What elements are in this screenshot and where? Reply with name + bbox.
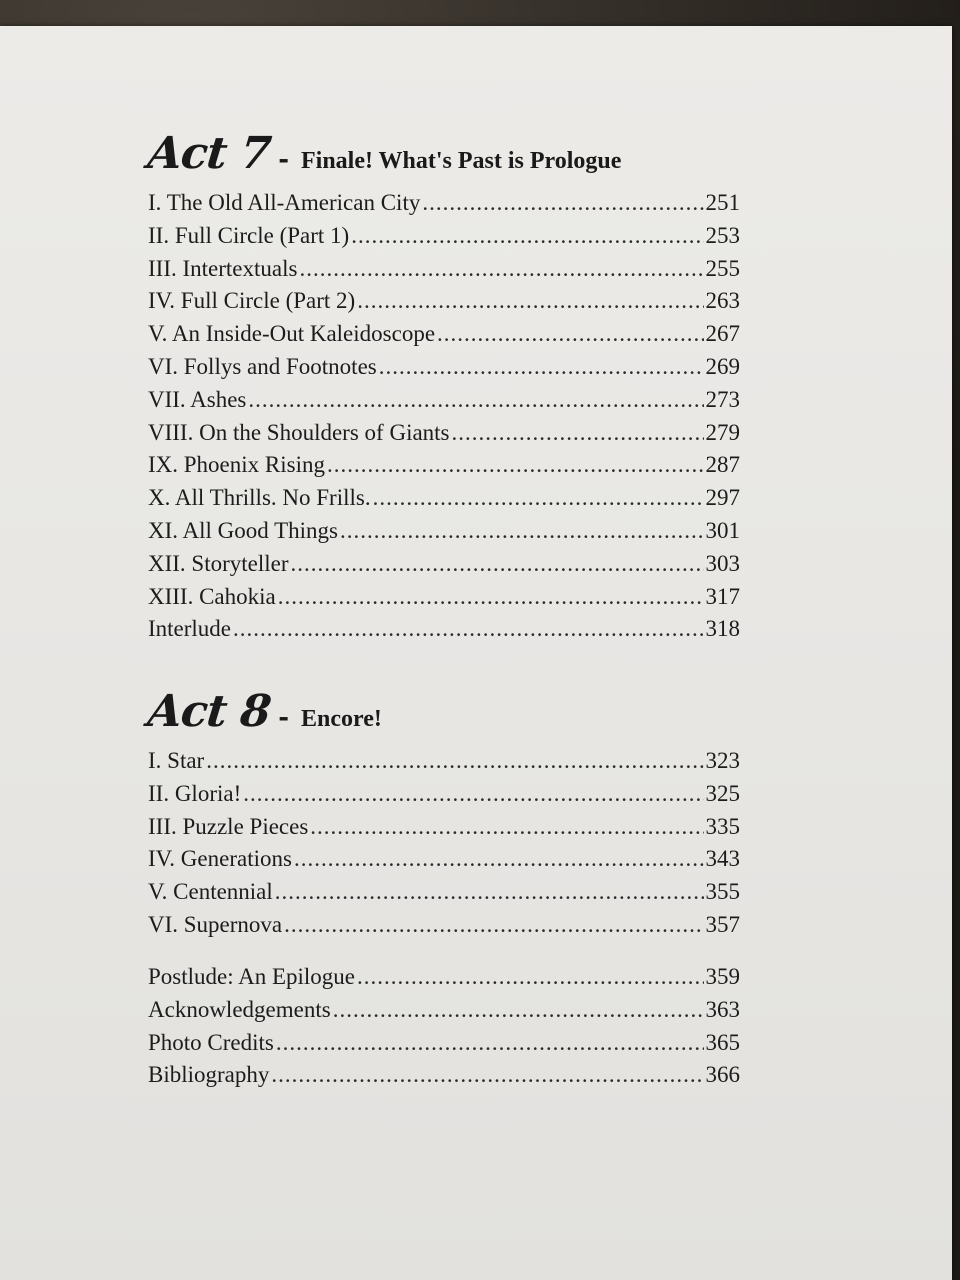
entry-title: III. Puzzle Pieces bbox=[148, 813, 309, 839]
toc-entry bbox=[148, 387, 740, 420]
entry-page-number: 267 bbox=[705, 321, 740, 347]
dot-leader bbox=[271, 1062, 703, 1088]
dot-leader bbox=[206, 748, 703, 774]
act-8-separator: - bbox=[278, 703, 289, 733]
toc-entry bbox=[148, 551, 740, 584]
dot-leader bbox=[452, 420, 704, 446]
dot-leader bbox=[275, 879, 704, 905]
dot-leader bbox=[284, 912, 703, 938]
dot-leader bbox=[310, 814, 703, 840]
entry-page-number: 366 bbox=[705, 1062, 740, 1088]
dot-leader bbox=[357, 288, 703, 314]
toc-entry bbox=[148, 879, 740, 912]
dot-leader bbox=[243, 781, 703, 807]
toc-entry bbox=[148, 354, 740, 387]
toc-entry bbox=[148, 420, 740, 453]
dot-leader bbox=[333, 997, 704, 1023]
entry-page-number: 365 bbox=[705, 1029, 740, 1055]
toc-entry bbox=[148, 846, 740, 879]
entry-title: V. An Inside-Out Kaleidoscope bbox=[148, 321, 436, 347]
act-7-subtitle: Finale! What's Past is Prologue bbox=[300, 148, 622, 174]
entry-title: Photo Credits bbox=[148, 1029, 274, 1055]
act-7-contents-list bbox=[148, 190, 740, 649]
toc-entry bbox=[148, 616, 740, 649]
dot-leader bbox=[233, 616, 703, 642]
dot-leader bbox=[437, 321, 703, 347]
toc-entry bbox=[148, 748, 740, 781]
entry-title: IX. Phoenix Rising bbox=[148, 452, 325, 478]
dot-leader bbox=[351, 223, 703, 249]
dot-leader bbox=[327, 452, 704, 478]
entry-page-number: 301 bbox=[705, 517, 740, 543]
dot-leader bbox=[299, 256, 703, 282]
entry-title: VI. Follys and Footnotes bbox=[148, 353, 377, 379]
entry-page-number: 273 bbox=[705, 386, 740, 412]
entry-page-number: 355 bbox=[705, 879, 740, 905]
entry-title: Postlude: An Epilogue bbox=[148, 964, 355, 989]
entry-page-number: 335 bbox=[705, 813, 740, 839]
entry-page-number: 303 bbox=[705, 550, 740, 576]
entry-page-number: 279 bbox=[705, 419, 740, 445]
entry-page-number: 325 bbox=[705, 780, 740, 806]
toc-entry bbox=[148, 781, 740, 814]
entry-title: I. Star bbox=[148, 748, 205, 773]
dot-leader bbox=[373, 485, 704, 511]
entry-page-number: 253 bbox=[705, 222, 740, 248]
act-8-title: Act 8 bbox=[145, 686, 273, 737]
back-matter-section bbox=[148, 964, 740, 1095]
entry-title: VIII. On the Shoulders of Giants bbox=[148, 419, 450, 445]
toc-entry bbox=[148, 518, 740, 551]
entry-page-number: 318 bbox=[705, 616, 740, 642]
toc-entry bbox=[148, 321, 740, 354]
entry-page-number: 263 bbox=[705, 288, 740, 314]
entry-title: XI. All Good Things bbox=[148, 517, 338, 543]
dot-leader bbox=[248, 387, 703, 413]
act-8-heading bbox=[145, 686, 740, 746]
entry-page-number: 343 bbox=[705, 846, 740, 872]
entry-title: V. Centennial bbox=[148, 879, 273, 905]
toc-entry bbox=[148, 452, 740, 485]
entry-title: XIII. Cahokia bbox=[148, 583, 276, 609]
toc-entry bbox=[148, 964, 740, 997]
entry-title: VI. Supernova bbox=[148, 911, 283, 937]
toc-entry bbox=[148, 1062, 740, 1095]
entry-page-number: 317 bbox=[705, 583, 740, 609]
entry-page-number: 297 bbox=[705, 485, 740, 511]
entry-page-number: 323 bbox=[705, 748, 740, 773]
toc-entry bbox=[148, 223, 740, 256]
entry-title: I. The Old All-American City bbox=[148, 190, 421, 215]
entry-page-number: 269 bbox=[705, 353, 740, 379]
entry-page-number: 255 bbox=[705, 255, 740, 281]
entry-title: Bibliography bbox=[148, 1062, 270, 1088]
entry-title: X. All Thrills. No Frills. bbox=[148, 485, 371, 511]
dot-leader bbox=[276, 1030, 704, 1056]
entry-title: IV. Generations bbox=[148, 846, 292, 872]
back-matter-list bbox=[148, 964, 740, 1095]
book-page bbox=[0, 26, 952, 1280]
dot-leader bbox=[357, 964, 704, 990]
dot-leader bbox=[294, 846, 704, 872]
entry-title: III. Intertextuals bbox=[148, 255, 298, 281]
toc-entry bbox=[148, 190, 740, 223]
toc-entry bbox=[148, 256, 740, 289]
entry-title: II. Full Circle (Part 1) bbox=[148, 222, 350, 248]
act-7-separator: - bbox=[278, 145, 289, 175]
dot-leader bbox=[379, 354, 704, 380]
entry-title: Acknowledgements bbox=[148, 996, 331, 1022]
toc-entry bbox=[148, 584, 740, 617]
dot-leader bbox=[340, 518, 704, 544]
toc-entry bbox=[148, 997, 740, 1030]
entry-title: VII. Ashes bbox=[148, 386, 247, 412]
entry-title: Interlude bbox=[148, 616, 232, 642]
toc-entry bbox=[148, 1030, 740, 1063]
entry-title: II. Gloria! bbox=[148, 780, 242, 806]
entry-page-number: 363 bbox=[705, 996, 740, 1022]
act-8-section bbox=[145, 686, 740, 945]
toc-entry bbox=[148, 485, 740, 518]
act-8-contents-list bbox=[148, 748, 740, 945]
act-8-subtitle: Encore! bbox=[300, 706, 382, 732]
act-7-heading bbox=[145, 128, 740, 188]
dot-leader bbox=[278, 584, 704, 610]
toc-entry bbox=[148, 814, 740, 847]
toc-entry bbox=[148, 912, 740, 945]
act-7-title: Act 7 bbox=[145, 128, 273, 179]
act-7-section bbox=[145, 128, 740, 649]
dot-leader bbox=[422, 190, 703, 216]
entry-title: IV. Full Circle (Part 2) bbox=[148, 288, 356, 314]
dot-leader bbox=[291, 551, 704, 577]
entry-page-number: 357 bbox=[705, 911, 740, 937]
entry-page-number: 251 bbox=[705, 190, 740, 215]
entry-page-number: 287 bbox=[705, 452, 740, 478]
toc-entry bbox=[148, 288, 740, 321]
entry-page-number: 359 bbox=[705, 964, 740, 989]
entry-title: XII. Storyteller bbox=[148, 550, 289, 576]
